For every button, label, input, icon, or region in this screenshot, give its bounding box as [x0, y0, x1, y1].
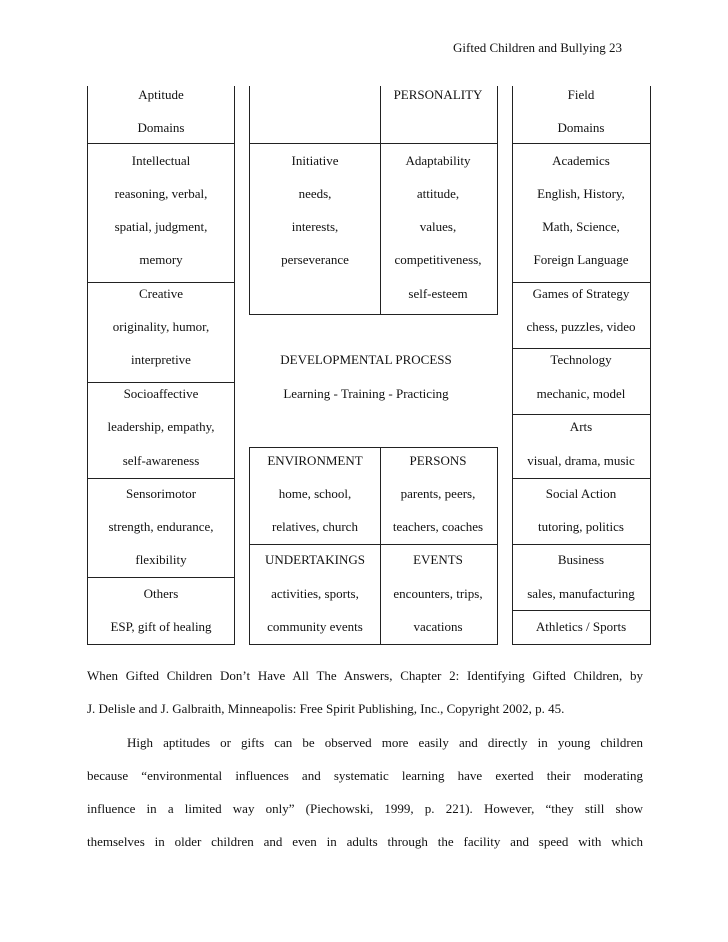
environment-box-middle — [380, 447, 381, 645]
right-col-divider — [512, 348, 651, 349]
creative-text: originality, humor, — [112, 319, 210, 334]
socioaffective-text: self-awareness — [122, 453, 200, 468]
social-action-text: tutoring, politics — [538, 519, 624, 534]
right-col-divider — [512, 282, 651, 283]
personality-box-right — [497, 86, 498, 315]
intellectual-text: spatial, judgment, — [114, 219, 208, 234]
events-title: EVENTS — [413, 552, 463, 567]
athletics-sports-title: Athletics / Sports — [535, 619, 627, 634]
left-col-bottom-border — [87, 644, 235, 645]
sensorimotor-text: flexibility — [135, 552, 187, 567]
right-col-divider — [512, 544, 651, 545]
right-col-bottom-border — [512, 644, 651, 645]
environment-box-right — [497, 447, 498, 645]
figure-caption-line: J. Delisle and J. Galbraith, Minneapolis: Free Spirit Publishing, Inc., Copyright 2002, p. 45. — [87, 701, 565, 716]
adaptability-text: self-esteem — [408, 286, 468, 301]
adaptability-text: competitiveness, — [394, 252, 482, 267]
creative-text: interpretive — [131, 352, 191, 367]
personality-heading: PERSONALITY — [393, 87, 483, 102]
socioaffective-title: Socioaffective — [123, 386, 199, 401]
body-text-line: themselves in older children and even in adults through the facility and speed with which — [87, 834, 643, 849]
aptitude-heading-domains: Domains — [137, 120, 185, 135]
others-title: Others — [143, 586, 179, 601]
creative-title: Creative — [138, 286, 184, 301]
body-text-line: influence in a limited way only” (Piechowski, 1999, p. 221). However, “they still show — [87, 801, 643, 816]
environment-box-bottom — [249, 644, 498, 645]
developmental-process-subtitle: Learning - Training - Practicing — [283, 386, 449, 401]
intellectual-text: memory — [139, 252, 183, 267]
events-text: vacations — [413, 619, 463, 634]
left-col-divider — [87, 577, 235, 578]
right-col-divider — [512, 478, 651, 479]
undertakings-text: community events — [267, 619, 363, 634]
right-col-divider — [512, 610, 651, 611]
aptitude-heading: Aptitude — [138, 87, 184, 102]
initiative-text: interests, — [291, 219, 339, 234]
personality-box-left — [249, 86, 250, 315]
personality-box-bottom — [249, 314, 498, 315]
running-head: Gifted Children and Bullying 23 — [453, 40, 622, 55]
left-col-divider — [87, 282, 235, 283]
adaptability-text: attitude, — [416, 186, 460, 201]
right-col-right-border — [650, 86, 651, 645]
right-col-divider — [512, 414, 651, 415]
left-col-divider — [87, 478, 235, 479]
socioaffective-text: leadership, empathy, — [107, 419, 215, 434]
academics-text: English, History, — [537, 186, 625, 201]
arts-text: visual, drama, music — [527, 453, 635, 468]
technology-text: mechanic, model — [536, 386, 626, 401]
intellectual-title: Intellectual — [131, 153, 191, 168]
sensorimotor-text: strength, endurance, — [108, 519, 214, 534]
environment-text: home, school, — [278, 486, 352, 501]
others-text: ESP, gift of healing — [110, 619, 212, 634]
social-action-title: Social Action — [545, 486, 617, 501]
body-text-line: because “environmental influences and systematic learning have exerted their moderating — [87, 768, 643, 783]
adaptability-title: Adaptability — [405, 153, 471, 168]
undertakings-title: UNDERTAKINGS — [264, 552, 366, 567]
academics-title: Academics — [552, 153, 610, 168]
environment-text: relatives, church — [272, 519, 358, 534]
environment-title: ENVIRONMENT — [267, 453, 363, 468]
adaptability-text: values, — [419, 219, 457, 234]
left-col-left-border — [87, 86, 88, 645]
persons-text: parents, peers, — [400, 486, 476, 501]
field-heading-domains: Domains — [557, 120, 605, 135]
academics-text: Math, Science, — [542, 219, 620, 234]
intellectual-text: reasoning, verbal, — [114, 186, 208, 201]
figure-caption-line: When Gifted Children Don’t Have All The Answers, Chapter 2: Identifying Gifted Children, by — [87, 668, 643, 683]
initiative-text: needs, — [298, 186, 332, 201]
academics-text: Foreign Language — [533, 252, 629, 267]
right-col-divider — [512, 143, 651, 144]
initiative-text: perseverance — [281, 252, 349, 267]
personality-box-middle — [380, 86, 381, 315]
events-text: encounters, trips, — [393, 586, 483, 601]
sensorimotor-title: Sensorimotor — [125, 486, 197, 501]
games-of-strategy-title: Games of Strategy — [532, 286, 630, 301]
developmental-process-title: DEVELOPMENTAL PROCESS — [280, 352, 452, 367]
left-col-right-border — [234, 86, 235, 645]
games-of-strategy-text: chess, puzzles, video — [526, 319, 636, 334]
business-text: sales, manufacturing — [527, 586, 635, 601]
environment-box-top — [249, 447, 498, 448]
persons-text: teachers, coaches — [392, 519, 484, 534]
environment-box-left — [249, 447, 250, 645]
business-title: Business — [557, 552, 605, 567]
body-text-line: High aptitudes or gifts can be observed more easily and directly in young children — [127, 735, 643, 750]
undertakings-text: activities, sports, — [271, 586, 359, 601]
left-col-divider — [87, 382, 235, 383]
left-col-divider — [87, 143, 235, 144]
field-heading: Field — [567, 87, 595, 102]
right-col-left-border — [512, 86, 513, 645]
persons-title: PERSONS — [409, 453, 467, 468]
technology-title: Technology — [550, 352, 612, 367]
environment-box-divider — [249, 544, 498, 545]
personality-box-divider — [249, 143, 498, 144]
arts-title: Arts — [569, 419, 593, 434]
initiative-title: Initiative — [291, 153, 339, 168]
